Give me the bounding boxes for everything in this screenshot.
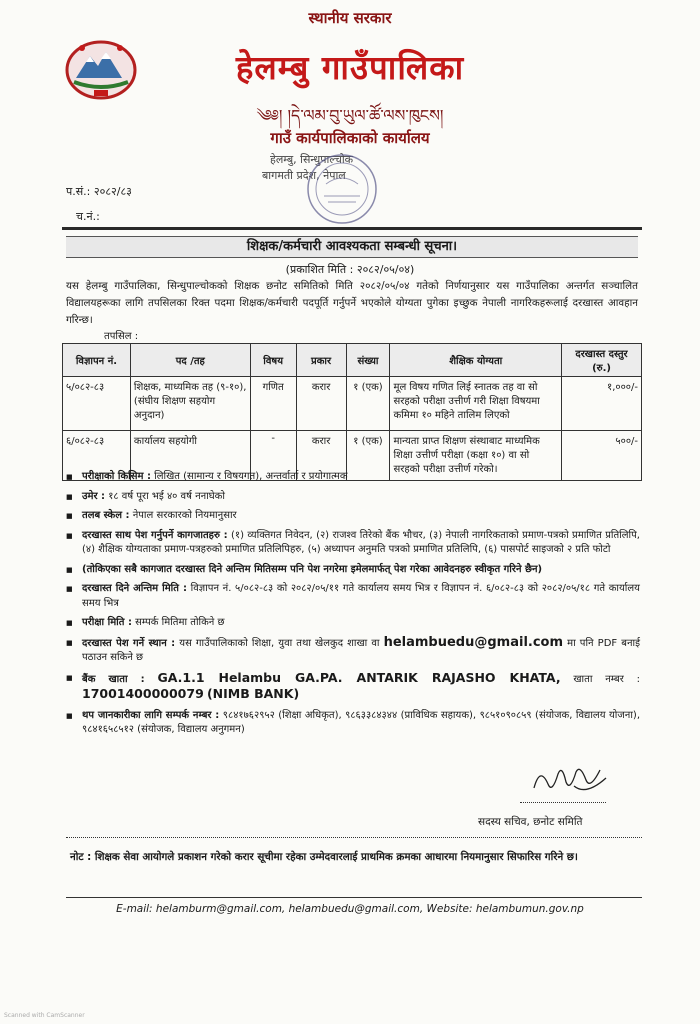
column-header-qualification: शैक्षिक योग्यता (390, 344, 562, 377)
cell-count: १ (एक) (346, 377, 390, 431)
note-divider (66, 837, 642, 838)
list-item-age: ■ उमेर : १८ वर्ष पूरा भई ४० वर्ष ननाघेको (66, 490, 640, 505)
list-item-salary: ■ तलब स्केल : नेपाल सरकारको नियमानुसार (66, 509, 640, 524)
column-header-fee: दरखास्त दस्तुर (रु.) (562, 344, 642, 377)
column-header-ad-number: विज्ञापन नं. (63, 344, 131, 377)
list-item-contact: ■ थप जानकारीका लागि सम्पर्क नम्बर : ९८४१७६२९५२ (शिक्षा अधिकृत), ९८६३३८४३४४ (प्राविधिक सहायक), ९८५१०९०८५९ (संयोजक, विद्यालय योजना), ९८४१६५८५१२ (संयोजक, विद्यालय अनुगमन) (66, 709, 640, 738)
cell-qualification: मान्यता प्राप्त शिक्षण संस्थाबाट माध्यमिक शिक्षा उत्तीर्ण परीक्षा (कक्षा १०) वा सो सरहको परीक्षा उत्तीर्ण गरेको। (390, 431, 562, 481)
bank-account-number: 17001400000079 (82, 686, 204, 701)
office-stamp (296, 150, 388, 228)
cell-subject: - (250, 431, 296, 481)
list-item-documents-note: ■ (तोकिएका सबै कागजात दरखास्त दिने अन्तिम मितिसम्म पनि पेश नगरेमा इमेलमार्फत् पेश गरेका आवेदनहरु स्वीकृत गरिने छैन) (66, 563, 640, 578)
footer-divider (66, 897, 642, 898)
submission-email: helambuedu@gmail.com (383, 634, 564, 650)
cell-post: शिक्षक, माध्यमिक तह (९-१०), (संघीय शिक्षण सहयोग अनुदान) (130, 377, 250, 431)
reference-number: प.सं.: २०८२/८३ (66, 185, 132, 198)
details-label: तपसिल : (104, 331, 139, 342)
signer-title: सदस्य सचिव, छनोट समिति (478, 816, 583, 828)
scanner-watermark: Scanned with CamScanner (4, 1012, 85, 1019)
list-item-deadline: ■ दरखास्त दिने अन्तिम मिति : विज्ञापन नं. ५/०८२-८३ को २०८२/०५/११ गते कार्यालय समय भित्र र विज्ञापन नं. ६/०८२-८३ को २०८२/०५/१८ गते कार्यालय समय भित्र (66, 582, 640, 611)
dispatch-number: च.नं.: (76, 210, 100, 223)
column-header-type: प्रकार (296, 344, 346, 377)
tibetan-script-line: ༄༅། །དེ་ལམ་བུ་ཡུལ་ཚོ་ལས་ཁུངས། (256, 106, 444, 125)
bank-account-name: GA.1.1 Helambu GA.PA. ANTARIK RAJASHO KHATA, (157, 669, 561, 685)
note-text: नोट : शिक्षक सेवा आयोगले प्रकाशन गरेको करार सूचीमा रहेका उम्मेदवारलाई प्राथमिक क्रमका आधारमा नियमानुसार सिफारिस गरिने छ। (70, 851, 578, 863)
table-row (63, 377, 642, 431)
vacancy-table (62, 343, 642, 481)
address-line-1: हेलम्बु, सिन्धुपाल्चोक (270, 153, 354, 166)
cell-type: करार (296, 431, 346, 481)
cell-subject: गणित (250, 377, 296, 431)
notice-intro-paragraph: यस हेलम्बु गाउँपालिका, सिन्धुपाल्चोकको शिक्षक छनोट समितिको मिति २०८२/०५/०४ गतेको निर्णयानुसार यस गाउँपालिका अन्तर्गत सञ्चालित विद्यालयहरूका लागि तपसिलका रिक्त पदमा शिक्षक/कर्मचारी पदपूर्ति गर्नुपर्ने भएकोले योग्यता पुगेका इच्छुक नेपाली नागरिकहरूलाई दरखास्त आवहान गरिन्छ। (66, 280, 638, 326)
cell-ad-number: ६/०८२-८३ (63, 431, 131, 481)
signature-line (520, 802, 606, 803)
list-item-documents: ■ दरखास्त साथ पेश गर्नुपर्ने कागजातहरु : (१) व्यक्तिगत निवेदन, (२) राजश्व तिरेको बैंक भौचर, (३) नेपाली नागरिकताको प्रमाण-पत्रको प्रमाणित प्रतिलिपि, (४) शैक्षिक योग्यताका प्रमाण-पत्रहरुको प्रमाणित प्रतिलिपिहरु, (५) अध्यापन अनुमति पत्रको प्रमाणित प्रतिलिपि, (६) पासपोर्ट साइजको २ प्रति फोटो (66, 529, 640, 558)
cell-fee: ५००/- (562, 431, 642, 481)
list-item-exam-type: ■ परीक्षाको किसिम : लिखित (सामान्य र विषयगत), अन्तर्वार्ता र प्रयोगात्मक (66, 470, 640, 485)
footer-contact: E-mail: helamburm@gmail.com, helambuedu@gmail.com, Website: helambumun.gov.np (116, 903, 584, 915)
list-item-submission-place: ■ दरखास्त पेश गर्ने स्थान : यस गाउँपालिकाको शिक्षा, युवा तथा खेलकुद शाखा वा helambuedu@gmail.com मा पनि PDF बनाई पठाउन सकिने छ (66, 636, 640, 666)
cell-type: करार (296, 377, 346, 431)
details-list (66, 470, 640, 743)
column-header-subject: विषय (250, 344, 296, 377)
cell-qualification: मूल विषय गणित लिई स्नातक तह वा सो सरहको परीक्षा उत्तीर्ण गरी शिक्षा विषयमा कमिमा १० महिने तालिम लिएको (390, 377, 562, 431)
bank-branch: (NIMB BANK) (206, 686, 300, 701)
address-line-2: बागमती प्रदेश, नेपाल (262, 169, 346, 182)
column-header-post: पद /तह (130, 344, 250, 377)
column-header-count: संख्या (346, 344, 390, 377)
office-name: गाउँ कार्यपालिकाको कार्यालय (270, 129, 430, 147)
list-item-bank-account: ■ बैंक खाता : GA.1.1 Helambu GA.PA. ANTARIK RAJASHO KHATA, खाता नम्बर : 17001400000079 (NIMB BANK) (66, 671, 640, 704)
cell-count: १ (एक) (346, 431, 390, 481)
table-header-row (63, 344, 642, 377)
cell-ad-number: ५/०८२-८३ (63, 377, 131, 431)
handwritten-signature (530, 760, 610, 800)
header-divider (62, 227, 642, 230)
notice-title: शिक्षक/कर्मचारी आवश्यकता सम्बन्धी सूचना। (66, 236, 638, 258)
published-date: (प्रकाशित मिति : २०८२/०५/०४) (285, 263, 415, 276)
cell-fee: १,०००/- (562, 377, 642, 431)
municipality-name: हेलम्बु गाउँपालिका (235, 48, 465, 87)
cell-post: कार्यालय सहयोगी (130, 431, 250, 481)
list-item-exam-date: ■ परीक्षा मिति : सम्पर्क मितिमा तोकिने छ (66, 616, 640, 631)
local-government-label: स्थानीय सरकार (308, 9, 392, 27)
